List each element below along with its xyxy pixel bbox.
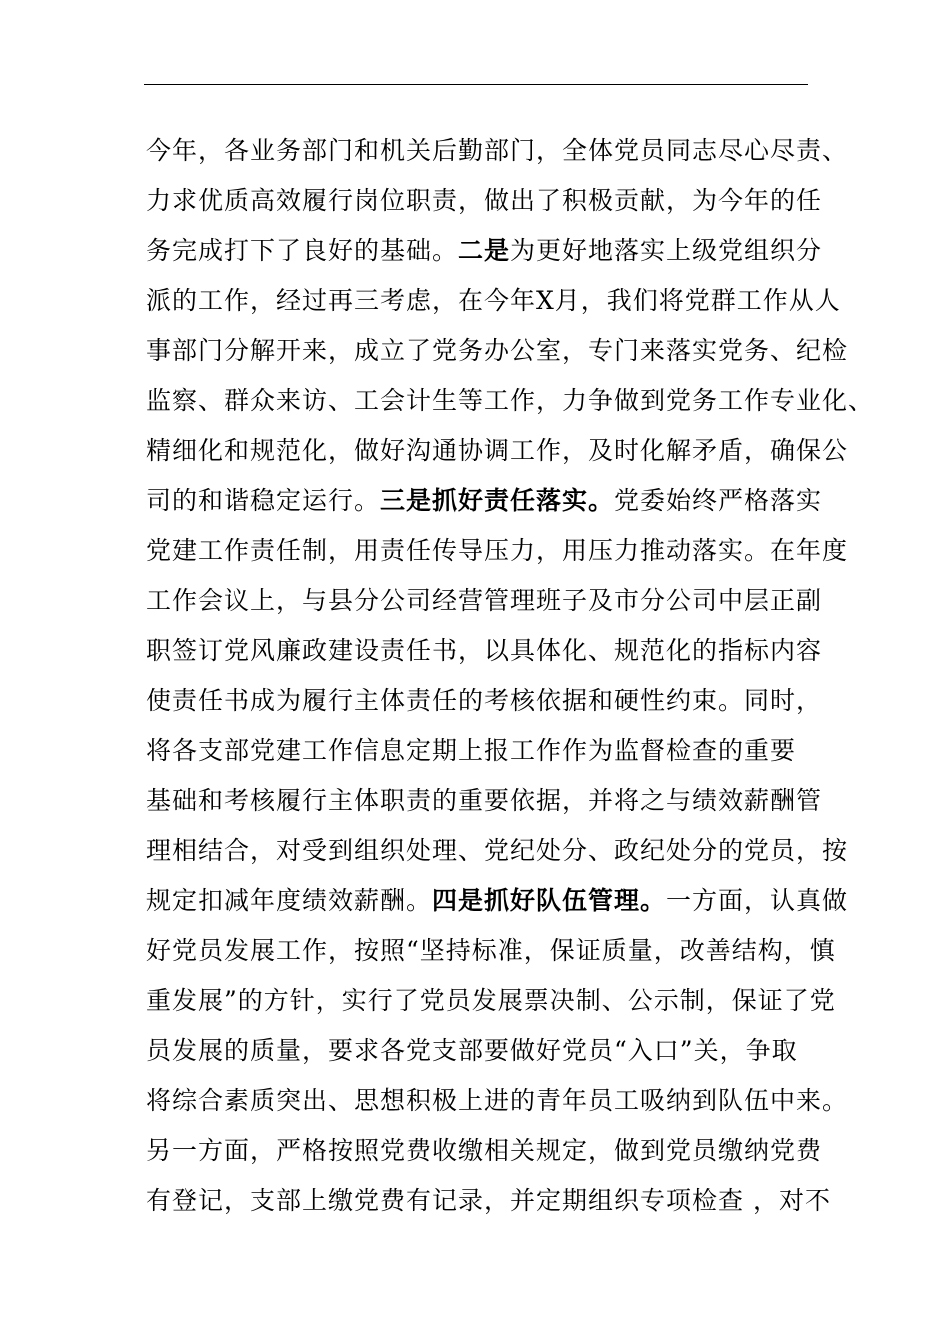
bold-lead-in: 二是	[458, 236, 511, 265]
text-run: 员发展的质量，要求各党支部要做好党员“入口”关，争取	[146, 1036, 798, 1065]
text-run: 为更好地落实上级党组织分	[510, 236, 823, 265]
text-run: 职签订党风廉政建设责任书，以具体化、规范化的指标内容	[146, 636, 823, 665]
bold-lead-in: 四是抓好队伍管理。	[432, 886, 667, 915]
text-run: 将各支部党建工作信息定期上报工作作为监督检查的重要	[146, 736, 797, 765]
text-line	[146, 1026, 812, 1076]
text-line	[146, 576, 823, 626]
bold-lead-in: 三是抓好责任落实。	[380, 486, 615, 515]
text-run: 有登记，支部上缴党费有记录，并定期组织专项检查 ，对不	[146, 1186, 831, 1215]
text-run: 另一方面，严格按照党费收缴相关规定，做到党员缴纳党费	[146, 1136, 823, 1165]
text-run: 理相结合，对受到组织处理、党纪处分、政纪处分的党员，按	[146, 836, 849, 865]
text-run: 好党员发展工作，按照“坚持标准，保证质量，改善结构，慎	[146, 936, 836, 965]
text-run: 基础和考核履行主体职责的重要依据，并将之与绩效薪酬管	[146, 786, 823, 815]
text-line	[146, 176, 823, 226]
text-line	[146, 476, 823, 526]
text-line	[146, 676, 823, 726]
text-run: 务完成打下了良好的基础。	[146, 236, 459, 265]
text-run: 力求优质高效履行岗位职责，做出了积极贡献，为今年的任	[146, 186, 823, 215]
text-run: 党建工作责任制，用责任传导压力，用压力推动落实。在年度	[146, 536, 849, 565]
text-line	[146, 276, 841, 326]
text-line	[146, 226, 823, 276]
text-line	[146, 426, 849, 476]
text-line	[146, 626, 823, 676]
text-run: 监察、群众来访、工会计生等工作，力争做到党务工作专业化、	[146, 386, 875, 415]
text-line	[146, 1176, 831, 1226]
text-run: 规定扣减年度绩效薪酬。	[146, 886, 433, 915]
text-line	[146, 976, 836, 1026]
text-line	[146, 326, 849, 376]
text-line	[146, 876, 849, 926]
text-line	[146, 926, 836, 976]
text-run: 司的和谐稳定运行。	[146, 486, 381, 515]
text-run: 精细化和规范化，做好沟通协调工作，及时化解矛盾，确保公	[146, 436, 849, 465]
header-rule	[144, 84, 808, 85]
text-line	[146, 826, 849, 876]
text-run: 将综合素质突出、思想积极上进的青年员工吸纳到队伍中来。	[146, 1086, 849, 1115]
body-paragraph	[146, 126, 875, 1226]
text-line	[146, 526, 849, 576]
text-line	[146, 1076, 849, 1126]
text-run: 重发展”的方针，实行了党员发展票决制、公示制，保证了党	[146, 986, 836, 1015]
text-line	[146, 376, 875, 426]
text-run: 今年，各业务部门和机关后勤部门，全体党员同志尽心尽责、	[146, 136, 849, 165]
text-line	[146, 726, 812, 776]
text-run: 事部门分解开来，成立了党务办公室，专门来落实党务、纪检	[146, 336, 849, 365]
text-run: 派的工作，经过再三考虑，在今年X月，我们将党群工作从人	[146, 286, 841, 315]
text-run: 使责任书成为履行主体责任的考核依据和硬性约束。同时，	[146, 686, 823, 715]
text-line	[146, 776, 823, 826]
text-line	[146, 1126, 823, 1176]
text-line	[146, 126, 849, 176]
text-run: 工作会议上，与县分公司经营管理班子及市分公司中层正副	[146, 586, 823, 615]
text-run: 一方面，认真做	[666, 886, 849, 915]
text-run: 党委始终严格落实	[614, 486, 823, 515]
